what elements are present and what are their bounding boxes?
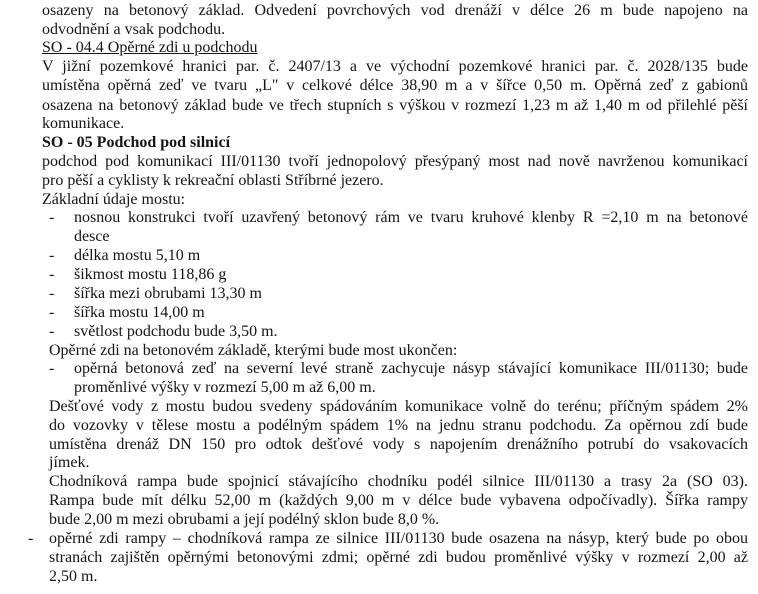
list-item: šikmost mostu 118,86 g xyxy=(74,266,227,283)
paragraph-line: umístěna opěrná zeď ve tvaru „L" v celkové délce 38,90 m a v šířce 0,50 m. Opěrná zeď z gabionů xyxy=(42,77,748,94)
paragraph-line: podchod pod komunikací III/01130 tvoří jednopolový přesýpaný most nad nově navrženou komunikací xyxy=(42,153,748,170)
paragraph-line: Dešťové vody z mostu budou svedeny spádováním komunikace volně do terénu; příčným spádem 2% xyxy=(49,398,748,415)
section-heading-so-04-4: SO - 04.4 Opěrné zdi u podchodu xyxy=(42,39,258,56)
paragraph-line: Rampa bude mít délku 52,00 m (každých 9,00 m v délce bude vybavena odpočívadly). Šířka rampy xyxy=(49,492,748,509)
intro-line: odvodnění a vsak podchodu. xyxy=(42,21,226,38)
paragraph-line: V jižní pozemkové hranici par. č. 2407/13 a ve východní pozemkové hranici par. č. 2028/135 bude xyxy=(42,58,748,75)
bullet-dash: - xyxy=(49,266,55,283)
list-item: desce xyxy=(74,228,110,245)
list-item: nosnou konstrukci tvoří uzavřený betonový rám ve tvaru kruhové klenby R =2,10 m na betonové xyxy=(74,209,748,226)
list-item: stranách zajištěn opěrnými betonovými zdmi; opěrné zdi budou proměnlivé výšky v rozmezí 2,00 až xyxy=(49,549,748,566)
paragraph-line: komunikace. xyxy=(42,115,125,132)
list-item: délka mostu 5,10 m xyxy=(74,247,201,264)
list-item: světlost podchodu bude 3,50 m. xyxy=(74,323,278,340)
bullet-dash: - xyxy=(49,360,55,377)
bullet-dash: - xyxy=(49,304,55,321)
bullet-dash: - xyxy=(49,247,55,264)
paragraph-line: bude 2,00 m mezi obrubami a její podélný sklon bude 8,0 %. xyxy=(49,511,440,528)
intro-line: osazeny na betonový základ. Odvedení povrchových vod drenáží v délce 26 m bude napojeno na xyxy=(42,2,748,19)
paragraph-line: do vozovky v tělese mostu a podélným spádem 1% na jednu stranu podchodu. Za opěrnou zdí bude xyxy=(49,417,748,434)
bullet-dash: - xyxy=(49,285,55,302)
list-item: šířka mostu 14,00 m xyxy=(74,304,205,321)
paragraph-line: jímek. xyxy=(49,454,90,471)
list-item: opěrná betonová zeď na severní levé straně zachycuje násyp stávající komunikace III/01130; bude xyxy=(74,360,748,377)
paragraph-line: umístěna drenáž DN 150 pro odtok dešťové vody s napojením drenážního potrubí do vsakovacích xyxy=(49,436,748,453)
paragraph-line: Chodníková rampa bude spojnicí stávajícího chodníku podél silnice III/01130 a trasy 2a (SO 03). xyxy=(49,473,748,490)
section-heading-so-05: SO - 05 Podchod pod silnicí xyxy=(42,134,231,151)
basic-data-label: Základní údaje mostu: xyxy=(42,191,186,208)
list-item: proměnlivé výšky v rozmezí 5,00 m až 6,00 m. xyxy=(74,379,376,396)
list-item: šířka mezi obrubami 13,30 m xyxy=(74,285,262,302)
bullet-dash: - xyxy=(28,530,34,547)
paragraph-line: pro pěší a cyklisty k rekreační oblasti Stříbrné jezero. xyxy=(42,172,384,189)
list-item: opěrné zdi rampy – chodníková rampa ze silnice III/01130 bude osazena na násyp, který bude po obou xyxy=(49,530,748,547)
bullet-dash: - xyxy=(49,209,55,226)
list-item: 2,50 m. xyxy=(49,568,98,585)
walls-label: Opěrné zdi na betonovém základě, kterými bude most ukončen: xyxy=(49,342,458,359)
bullet-dash: - xyxy=(49,323,55,340)
paragraph-line: osazena na betonový základ bude ve třech stupních s výškou v rozmezí 1,23 m až 1,40 m od přilehlé pěší xyxy=(42,97,748,114)
